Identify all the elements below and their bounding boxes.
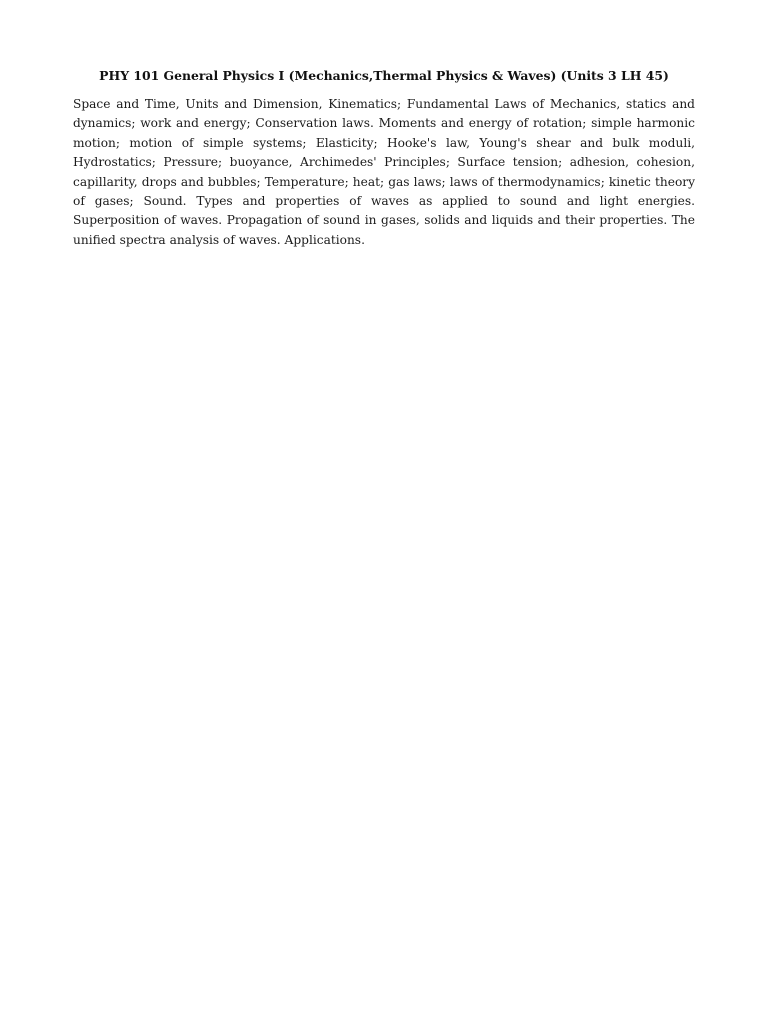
course-title: PHY 101 General Physics I (Mechanics,Thermal Physics & Waves) (Units 3 LH 45): [99, 68, 669, 83]
course-description: Space and Time, Units and Dimension, Kinematics; Fundamental Laws of Mechanics, statics and dynamics; work and energy; Conservation laws. Moments and energy of rotation; simple harmonic motion; motion of simple systems; Elasticity; Hooke's law, Young's shear and bulk moduli, Hydrostatics; Pressure; buoyance, Archimedes' Principles; Surface tension; adhesion, cohesion, capillarity, drops and bubbles; Temperature; heat; gas laws; laws of thermodynamics; kinetic theory of gases; Sound. Types and properties of waves as applied to sound and light energies. Superposition of waves. Propagation of sound in gases, solids and liquids and their properties. The unified spectra analysis of waves. Applications.: [73, 97, 695, 247]
